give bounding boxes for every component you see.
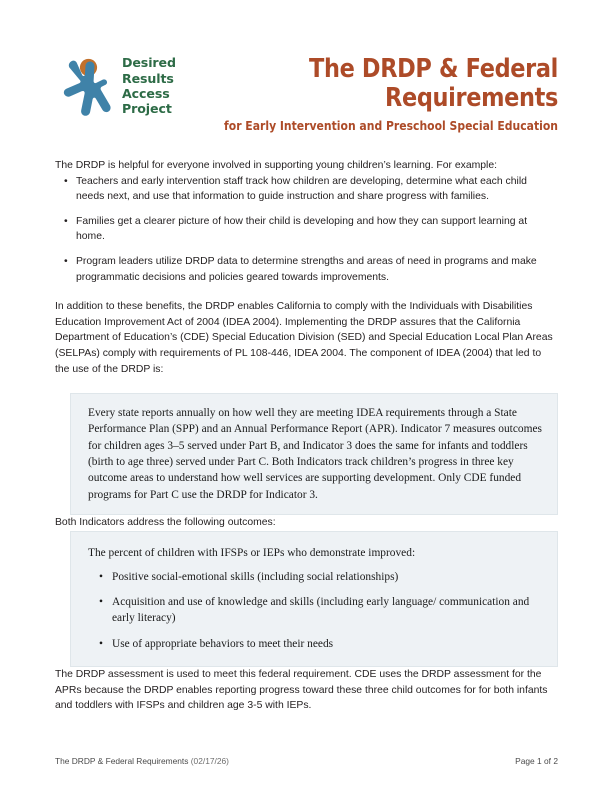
paragraph-indicators-intro: Both Indicators address the following outcomes: (55, 516, 276, 528)
list-item: • Program leaders utilize DRDP data to determine strengths and areas of need in programs and make programmatic decisions and policies geared towards improvements. (55, 254, 558, 285)
lead-paragraph: The DRDP is helpful for everyone involved in supporting young children’s learning. For example: (55, 160, 498, 171)
footer-doc-date: (02/17/26) (190, 756, 229, 766)
document-body (55, 158, 558, 714)
list-item: • Families get a clearer picture of how their child is developing and how they can support learning at home. (55, 214, 558, 245)
list-item: • Teachers and early intervention staff track how children are developing, determine what each child needs next, and use that information to guide instruction and share progress with families. (55, 174, 558, 205)
spacer (55, 377, 558, 393)
logo-word-line-3: Access (122, 86, 170, 101)
footer-doc-name: The DRDP & Federal Requirements (55, 756, 189, 766)
title-block (138, 55, 558, 134)
list-item: • Use of appropriate behaviors to meet their needs (88, 636, 543, 652)
paragraph-idea-compliance: In addition to these benefits, the DRDP enables California to comply with the Individuals with Disabilities Education Improvement Act of 2004 (IDEA 2004). Implementing the DRDP assures that the California Department of Education’s (CDE) Special Education Division (SED) and Special Education Local Plan Areas (SELPAs) comply with requirements of PL 108-446, IDEA 2004. The component of IDEA (2004) that led to the use of the DRDP is: (55, 301, 553, 375)
logo-word-line-4: Project (122, 101, 172, 117)
callout-outcomes (70, 531, 558, 667)
callout-intro: The percent of children with IFSPs or IEPs who demonstrate improved: (88, 546, 416, 559)
callout-text: Every state reports annually on how well they are meeting IDEA requirements through a State Performance Plan (SPP) and an Annual Performance Report (APR). Indicator 7 measures outcomes for children ages 3–5 served under Part B, and Indicator 3 does the same for infants and toddlers (birth to age three) served under Part C. Both Indicators track children’s progress in three key outcome areas to understand how well services are supporting development. Only CDE funded programs for Part C use the DRDP for Indicator 3. (88, 407, 542, 501)
page-title-line-2: Requirements (385, 83, 558, 113)
list-item: • Positive social-emotional skills (including social relationships) (88, 569, 543, 585)
spacer (55, 285, 558, 299)
logo-word-line-2: Results (122, 70, 174, 86)
outcomes-list (88, 569, 543, 652)
footer-page-number: Page 1 of 2 (515, 756, 558, 766)
page-title-line-1: The DRDP & Federal (309, 54, 558, 84)
list-item: • Acquisition and use of knowledge and skills (including early language/ communication and early literacy) (88, 594, 543, 627)
document-header (0, 0, 612, 148)
callout-idea-excerpt (70, 393, 558, 515)
person-figure-logo-icon (63, 55, 115, 117)
benefits-list (55, 174, 558, 286)
logo-word-line-1: Desired (122, 55, 176, 71)
paragraph-closing: The DRDP assessment is used to meet this federal requirement. CDE uses the DRDP assessment for the APRs because the DRDP enables reporting progress toward these three child outcomes for for both infants and toddlers with IFSPs and children age 3-5 with IEPs. (55, 668, 548, 712)
page-footer (55, 756, 558, 766)
page-subtitle: for Early Intervention and Preschool Special Education (224, 118, 559, 133)
footer-document-label (55, 756, 229, 766)
